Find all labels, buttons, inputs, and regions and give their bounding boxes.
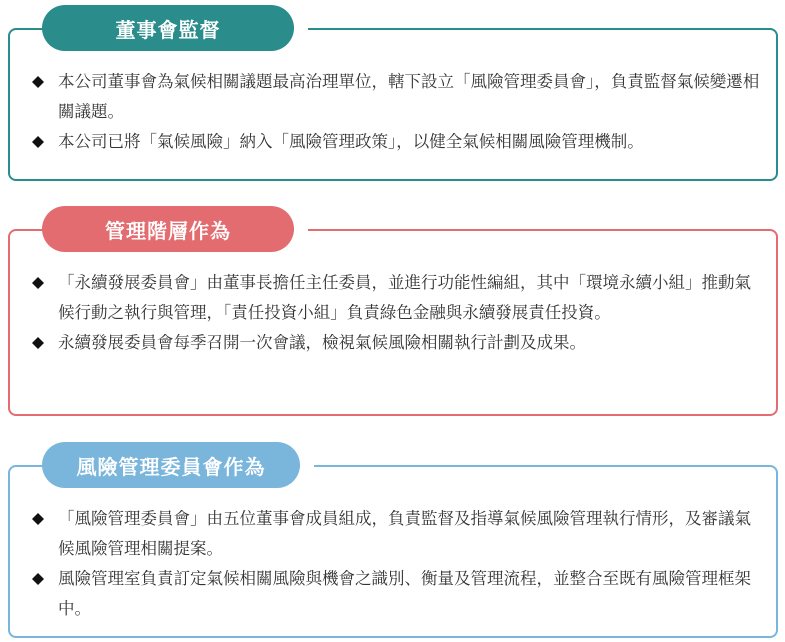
board-oversight-list: [30, 67, 760, 157]
list-item: 本公司已將「氣候風險」納入「風險管理政策」，以健全氣候相關風險管理機制。: [30, 127, 760, 157]
list-item: 永續發展委員會每季召開一次會議，檢視氣候風險相關執行計劃及成果。: [30, 328, 760, 358]
diamond-icon: [32, 513, 44, 525]
diamond-icon: [32, 573, 44, 585]
risk-committee-list: [30, 504, 760, 624]
list-item: 風險管理室負責訂定氣候相關風險與機會之識別、衡量及管理流程，並整合至既有風險管理框架中。: [30, 564, 760, 624]
board-oversight-title: 董事會監督: [42, 5, 294, 51]
diamond-icon: [32, 76, 44, 88]
board-oversight-section: [8, 5, 778, 181]
list-item: 「風險管理委員會」由五位董事會成員組成，負責監督及指導氣候風險管理執行情形，及審議氣候風險管理相關提案。: [30, 504, 760, 564]
management-actions-section: [8, 206, 778, 416]
management-actions-title: 管理階層作為: [42, 206, 294, 252]
diamond-icon: [32, 337, 44, 349]
management-actions-list: [30, 268, 760, 358]
risk-committee-title: 風險管理委員會作為: [42, 442, 300, 488]
list-item: 本公司董事會為氣候相關議題最高治理單位，轄下設立「風險管理委員會」，負責監督氣候變遷相關議題。: [30, 67, 760, 127]
risk-committee-section: [8, 442, 778, 638]
diamond-icon: [32, 277, 44, 289]
diamond-icon: [32, 136, 44, 148]
list-item: 「永續發展委員會」由董事長擔任主任委員，並進行功能性編組，其中「環境永續小組」推動氣候行動之執行與管理，「責任投資小組」負責綠色金融與永續發展責任投資。: [30, 268, 760, 328]
